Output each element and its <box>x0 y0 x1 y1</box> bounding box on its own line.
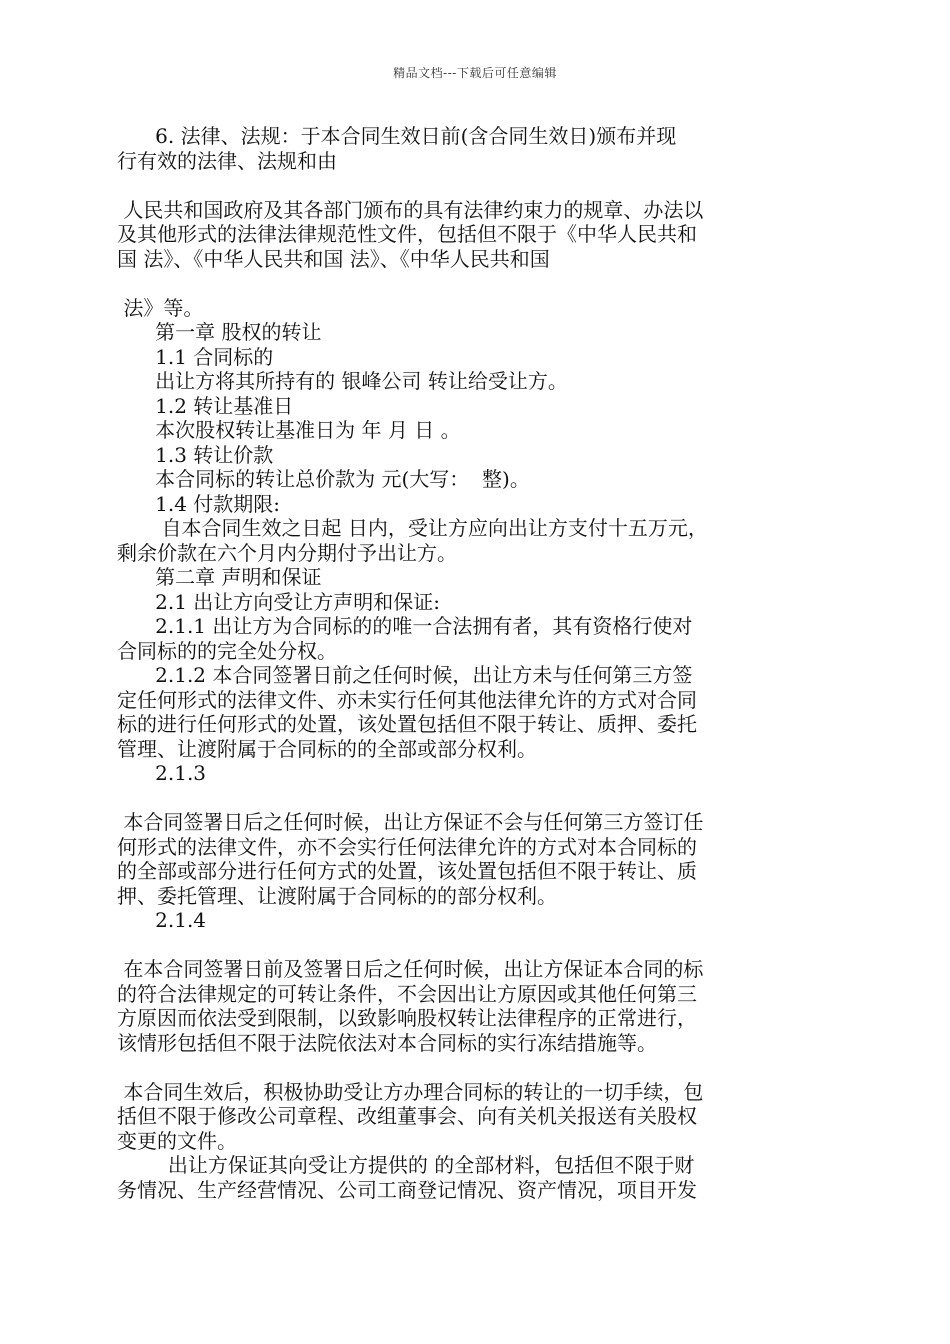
text-line: 在本合同签署日前及签署日后之任何时候，出让方保证本合同的标 <box>117 957 704 981</box>
text-line: 本合同生效后，积极协助受让方办理合同标的转让的一切手续，包 <box>117 1079 704 1104</box>
text-line <box>117 271 817 296</box>
text-line <box>117 933 817 958</box>
page-header: 精品文档---下载后可任意编辑 <box>393 66 557 80</box>
text-line <box>117 173 817 198</box>
text-line: 1.4 付款期限: <box>117 491 281 516</box>
text-line: 国 法》、《中华人民共和国 法》、《中华人民共和国 <box>117 246 550 271</box>
text-line: 及其他形式的法律法律规范性文件，包括但不限于《中华人民共和 <box>117 222 697 246</box>
text-line: 何形式的法律文件，亦不会实行任何法律允许的方式对本合同标的 <box>117 834 697 859</box>
text-line: 的符合法律规定的可转让条件，不会因出让方原因或其他任何第三 <box>117 981 697 1006</box>
text-line: 行有效的法律、法规和由 <box>117 148 337 173</box>
text-line: 本合同标的转让总价款为 元(大写： 整)。 <box>117 467 530 491</box>
text-line: 1.3 转让价款 <box>117 442 274 467</box>
text-line: 本次股权转让基准日为 年 月 日 。 <box>117 418 461 442</box>
text-line: 2.1 出让方向受让方声明和保证: <box>117 589 441 614</box>
document-body <box>117 124 817 1202</box>
text-line: 出让方保证其向受让方提供的 的全部材料，包括但不限于财 <box>117 1153 695 1177</box>
text-line: 法》等。 <box>117 295 204 320</box>
text-line: 本合同签署日后之任何时候，出让方保证不会与任何第三方签订任 <box>117 810 704 834</box>
text-line: 定任何形式的法律文件、亦未实行任何其他法律允许的方式对合同 <box>117 687 697 712</box>
text-line: 1.1 合同标的 <box>117 344 274 369</box>
text-line: 务情况、生产经营情况、公司工商登记情况、资产情况，项目开发 <box>117 1177 697 1202</box>
text-line: 人民共和国政府及其各部门颁布的具有法律约束力的规章、办法以 <box>117 197 704 222</box>
text-line: 方原因而依法受到限制，以致影响股权转让法律程序的正常进行， <box>117 1006 697 1030</box>
text-line: 合同标的的完全处分权。 <box>117 638 337 663</box>
text-line: 第一章 股权的转让 <box>117 320 322 344</box>
text-line: 2.1.2 本合同签署日前之任何时候，出让方未与任何第三方签 <box>117 663 693 687</box>
text-line: 押、委托管理、让渡附属于合同标的的部分权利。 <box>117 883 557 908</box>
text-line: 管理、让渡附属于合同标的的全部或部分权利。 <box>117 736 537 761</box>
text-line: 括但不限于修改公司章程、改组董事会、向有关机关报送有关股权 <box>117 1104 697 1128</box>
text-line: 6. 法律、法规：于本合同生效日前(含合同生效日)颁布并现 <box>117 124 677 148</box>
text-line: 标的进行任何形式的处置，该处置包括但不限于转让、质押、委托 <box>117 712 697 736</box>
text-line: 第二章 声明和保证 <box>117 565 322 589</box>
text-line: 1.2 转让基准日 <box>117 393 294 418</box>
text-line: 2.1.3 <box>117 761 207 785</box>
text-line: 的全部或部分进行任何方式的处置，该处置包括但不限于转让、质 <box>117 859 697 883</box>
text-line <box>117 786 817 811</box>
text-line: 2.1.4 <box>117 908 207 932</box>
text-line: 变更的文件。 <box>117 1128 237 1153</box>
text-line: 该情形包括但不限于法院依法对本合同标的实行冻结措施等。 <box>117 1030 657 1055</box>
text-line <box>117 1055 817 1080</box>
text-line: 出让方将其所持有的 银峰公司 转让给受让方。 <box>117 369 568 393</box>
text-line: 自本合同生效之日起 日内，受让方应向出让方支付十五万元， <box>117 516 708 540</box>
text-line: 剩余价款在六个月内分期付予出让方。 <box>117 540 457 565</box>
text-line: 2.1.1 出让方为合同标的的唯一合法拥有者，其有资格行使对 <box>117 614 693 638</box>
